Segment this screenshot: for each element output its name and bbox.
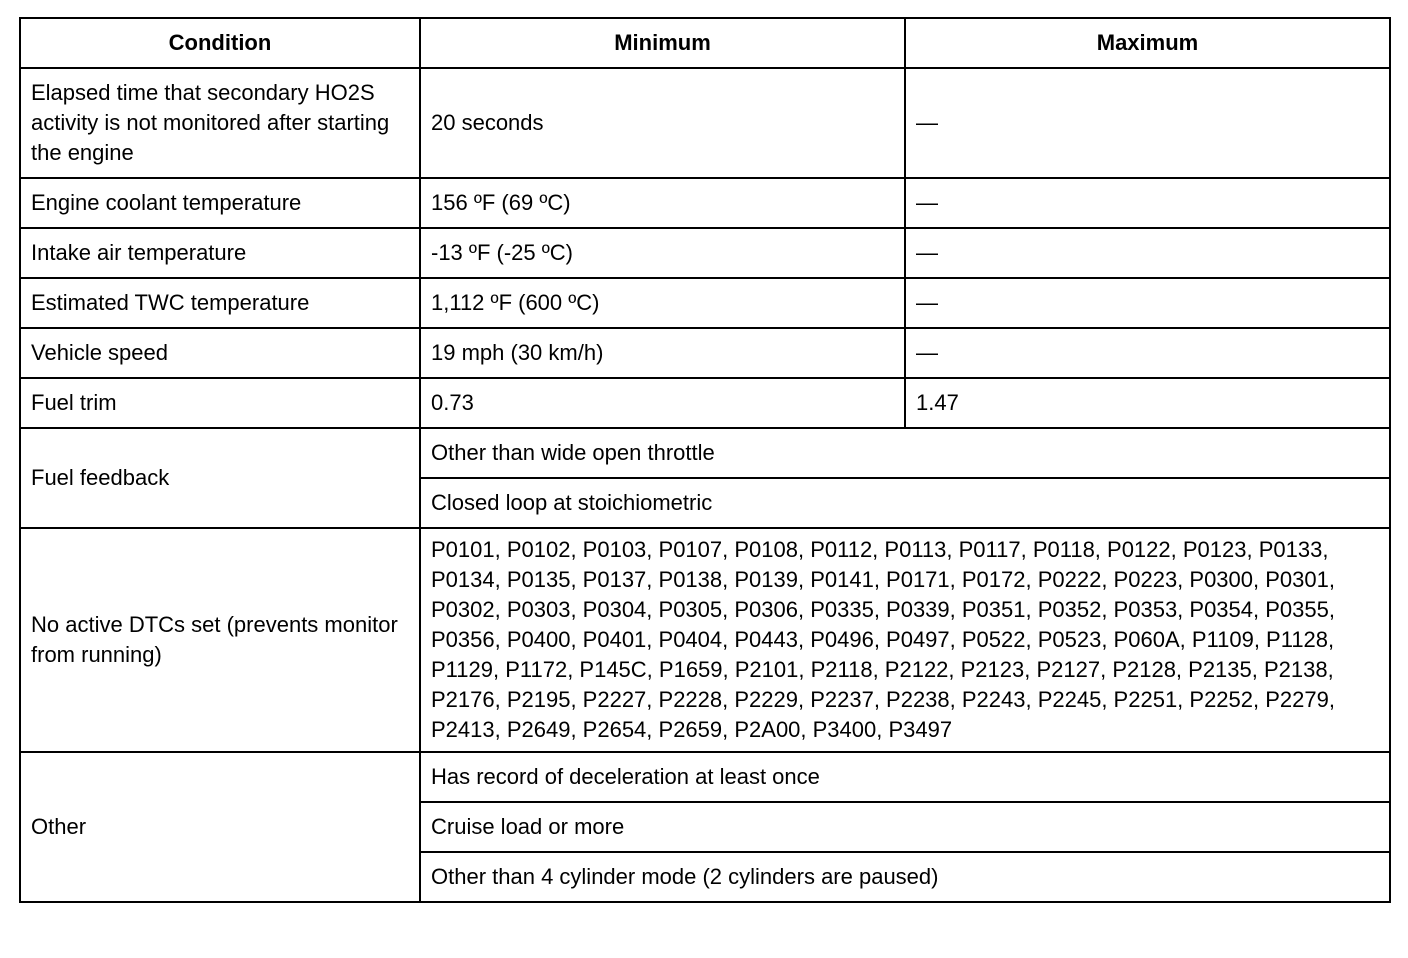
condition-cell: Fuel feedback (20, 428, 420, 528)
maximum-cell: 1.47 (905, 378, 1390, 428)
maximum-cell: — (905, 178, 1390, 228)
minimum-cell: 0.73 (420, 378, 905, 428)
other-value: Other than 4 cylinder mode (2 cylinders are paused) (420, 852, 1390, 902)
maximum-cell: — (905, 328, 1390, 378)
condition-cell: No active DTCs set (prevents monitor from running) (20, 528, 420, 752)
table-row (20, 378, 1390, 428)
header-row (20, 18, 1390, 68)
table-row-other (20, 752, 1390, 802)
minimum-cell: -13 ºF (-25 ºC) (420, 228, 905, 278)
condition-cell: Intake air temperature (20, 228, 420, 278)
conditions-table (19, 17, 1391, 903)
condition-cell: Vehicle speed (20, 328, 420, 378)
table-row (20, 328, 1390, 378)
minimum-cell: 20 seconds (420, 68, 905, 178)
table-row (20, 178, 1390, 228)
other-value: Cruise load or more (420, 802, 1390, 852)
table-row (20, 68, 1390, 178)
condition-cell: Engine coolant temperature (20, 178, 420, 228)
minimum-cell: 19 mph (30 km/h) (420, 328, 905, 378)
condition-cell: Estimated TWC temperature (20, 278, 420, 328)
table-row (20, 228, 1390, 278)
header-minimum: Minimum (420, 18, 905, 68)
other-value: Has record of deceleration at least once (420, 752, 1390, 802)
condition-cell: Other (20, 752, 420, 902)
minimum-cell: 156 ºF (69 ºC) (420, 178, 905, 228)
header-condition: Condition (20, 18, 420, 68)
maximum-cell: — (905, 278, 1390, 328)
dtc-code-list: P0101, P0102, P0103, P0107, P0108, P0112, P0113, P0117, P0118, P0122, P0123, P0133, P0134, P0135, P0137, P0138, P0139, P0141, P0171, P0172, P0222, P0223, P0300, P0301, P0302, P0303, P0304, P0305, P0306, P0335, P0339, P0351, P0352, P0353, P0354, P0355, P0356, P0400, P0401, P0404, P0443, P0496, P0497, P0522, P0523, P060A, P1109, P1128, P1129, P1172, P145C, P1659, P2101, P2118, P2122, P2123, P2127, P2128, P2135, P2138, P2176, P2195, P2227, P2228, P2229, P2237, P2238, P2243, P2245, P2251, P2252, P2279, P2413, P2649, P2654, P2659, P2A00, P3400, P3497 (420, 528, 1390, 752)
maximum-cell: — (905, 228, 1390, 278)
minimum-cell: 1,112 ºF (600 ºC) (420, 278, 905, 328)
condition-cell: Elapsed time that secondary HO2S activity is not monitored after starting the engine (20, 68, 420, 178)
fuel-feedback-value: Other than wide open throttle (420, 428, 1390, 478)
table-row-fuel-feedback (20, 428, 1390, 478)
condition-cell: Fuel trim (20, 378, 420, 428)
table-row-dtcs (20, 528, 1390, 752)
maximum-cell: — (905, 68, 1390, 178)
fuel-feedback-value: Closed loop at stoichiometric (420, 478, 1390, 528)
header-maximum: Maximum (905, 18, 1390, 68)
table-row (20, 278, 1390, 328)
